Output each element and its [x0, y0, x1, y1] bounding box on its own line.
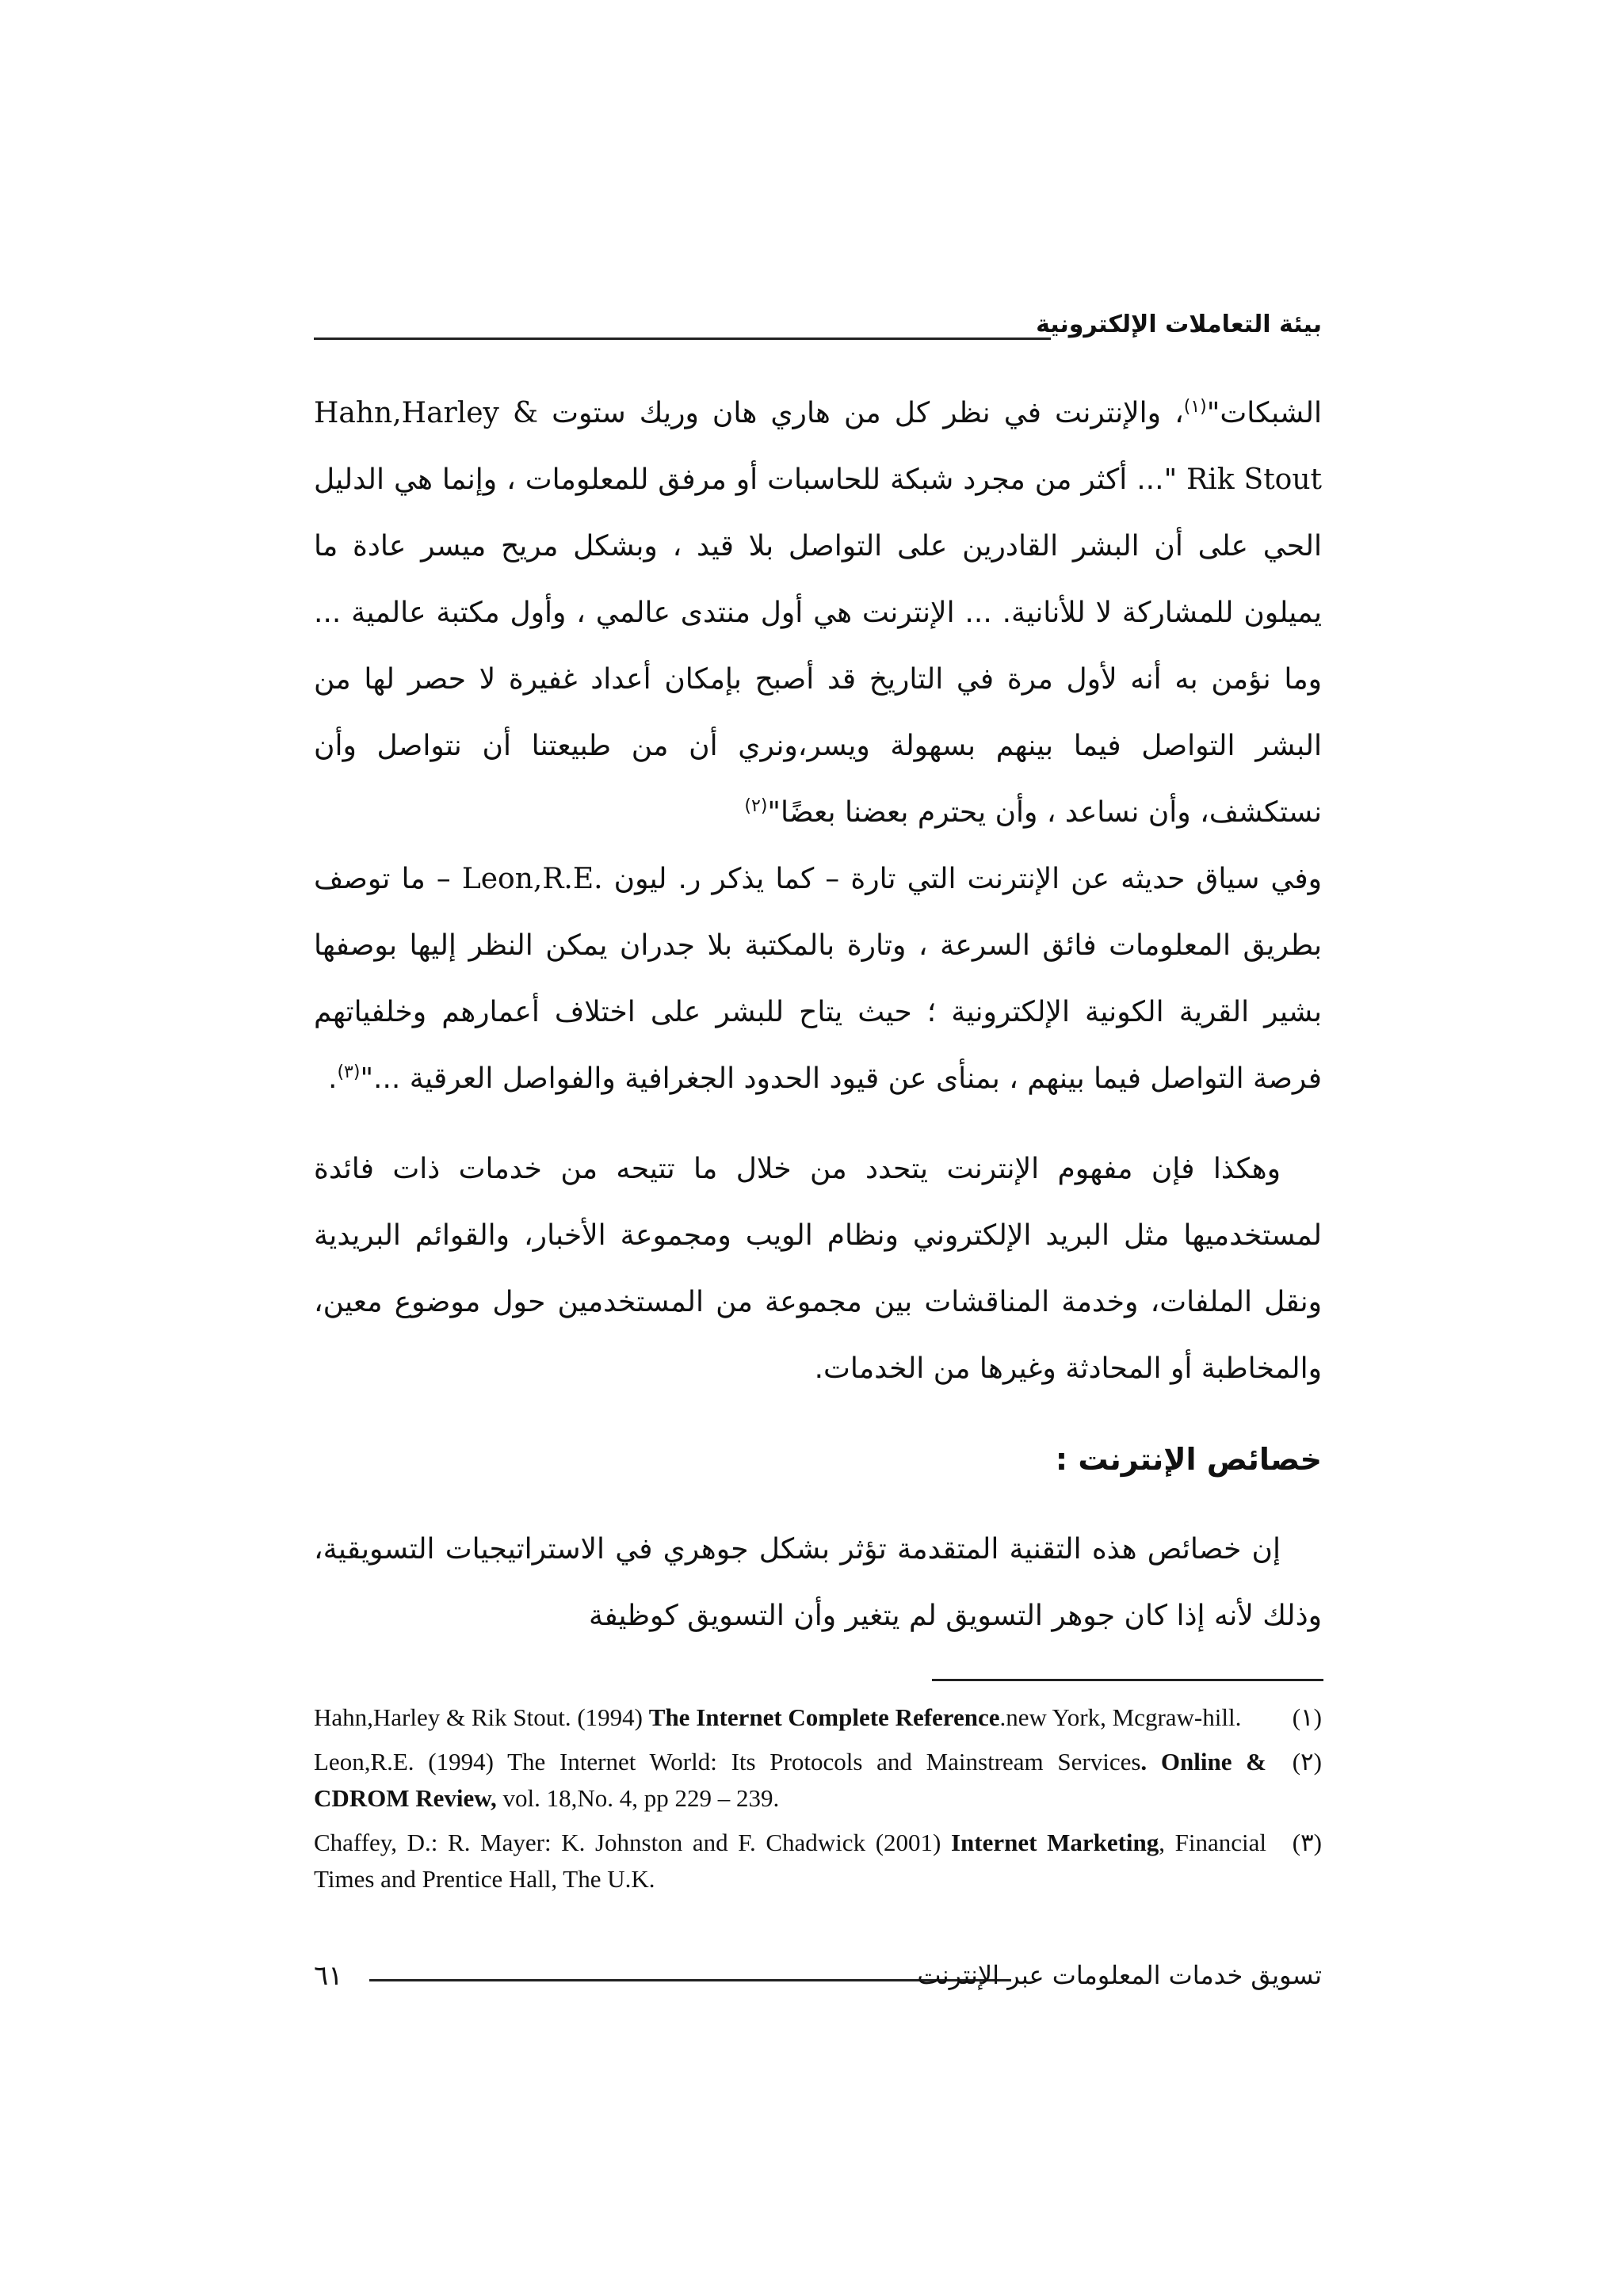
text-span: ، والإنترنت في نظر كل من هاري هان وريك ستوت [538, 397, 1184, 429]
footnote-number: (٢) [1292, 1748, 1322, 1775]
footnote-title: The Internet Complete Reference [648, 1703, 1000, 1731]
running-header [314, 311, 1322, 342]
text-span: – ما توصف بطريق المعلومات فائق السرعة ، وتارة بالمكتبة بلا جدران يمكن النظر إليها بوصفها بشير القرية الكونية الإلكترونية ؛ حيث يتاح للبشر على اختلاف أعمارهم وخلفياتهم فرصة التواصل فيما بينهم ، بمنأى عن قيود الحدود الجغرافية والفواصل العرقية ..." [314, 863, 1322, 1095]
footnote-text: Chaffey, D.: R. Mayer: K. Johnston and F. Chadwick (2001) [314, 1829, 951, 1856]
chapter-title: بيئة التعاملات الإلكترونية [1036, 311, 1322, 338]
footer-rule [369, 1979, 1011, 1981]
text-span: "... أكثر من مجرد شبكة للحاسبات أو مرفق للمعلومات ، وإنما هي الدليل الحي على أن البشر القادرين على التواصل بلا قيد ، وبشكل مريح ميسر عادة ما يميلون للمشاركة لا للأنانية. ... الإنترنت هي أول منتدى عالمي ، وأول مكتبة عالمية ... وما نؤمن به أنه لأول مرة في التاريخ قد أصبح بإمكان أعداد غفيرة لا حصر لها من البشر التواصل فيما بينهم بسهولة ويسر،ونري أن من طبيعتنا أن نتواصل وأن نستكشف، وأن نساعد ، وأن يحترم بعضنا بعضًا" [314, 463, 1322, 829]
footnote-text: Leon,R.E. (1994) The Internet World: Its Protocols and Mainstream Services [314, 1748, 1141, 1775]
footnote-2 [314, 1744, 1322, 1817]
footnote-number: (١) [1292, 1703, 1322, 1731]
text-span: الشبكات" [1206, 397, 1323, 429]
footnote-text: Hahn,Harley & Rik Stout. (1994) [314, 1703, 649, 1731]
footnote-text: , Financial Times and Prentice Hall, The U.K. [314, 1829, 1266, 1893]
text-span: وفي سياق حديثه عن الإنترنت التي تارة – كما يذكر ر. ليون [602, 863, 1322, 895]
footnote-number: (٣) [1292, 1829, 1322, 1856]
footnote-text: vol. 18,No. 4, pp 229 – 239. [496, 1784, 780, 1812]
paragraph-1 [314, 380, 1322, 846]
footnote-rule [932, 1679, 1323, 1681]
book-title: تسويق خدمات المعلومات عبر الإنترنت [917, 1960, 1322, 1990]
page-number: ٦١ [314, 1960, 343, 1992]
footnote-text: .new York, Mcgraw-hill. [999, 1703, 1242, 1731]
footnotes [314, 1699, 1322, 1905]
footnote-ref-2: (٢) [744, 796, 768, 816]
text-span: . [328, 1062, 338, 1095]
footnote-title: Internet Marketing [950, 1829, 1159, 1856]
footnote-1 [314, 1699, 1322, 1736]
paragraph-2: وهكذا فإن مفهوم الإنترنت يتحدد من خلال ما تتيحه من خدمات ذات فائدة لمستخدميها مثل البريد الإلكتروني ونظام الويب ومجموعة الأخبار، والقوائم البريدية ونقل الملفات، وخدمة المناقشات بين مجموعة من المستخدمين حول موضوع معين، والمخاطبة أو المحادثة وغيرها من الخدمات. [314, 1153, 1322, 1385]
author-name-latin: Hahn,Harley & Rik Stout [314, 397, 1322, 496]
section-heading: خصائص الإنترنت : [1055, 1442, 1322, 1477]
footnote-ref-3: (٣) [337, 1062, 361, 1082]
main-text [314, 380, 1322, 1650]
header-rule [314, 338, 1051, 340]
paragraph-3: إن خصائص هذه التقنية المتقدمة تؤثر بشكل جوهري في الاستراتيجيات التسويقية، وذلك لأنه إذا كان جوهر التسويق لم يتغير وأن التسويق كوظيفة [314, 1533, 1322, 1632]
running-footer [314, 1960, 1322, 1995]
paragraph-1-cont [314, 846, 1322, 1112]
author-name-latin: Leon,R.E. [461, 863, 603, 895]
footnote-ref-1: (١) [1183, 397, 1207, 417]
footnote-title: . Online & CDROM Review, [314, 1748, 1266, 1812]
footnote-3 [314, 1825, 1322, 1897]
